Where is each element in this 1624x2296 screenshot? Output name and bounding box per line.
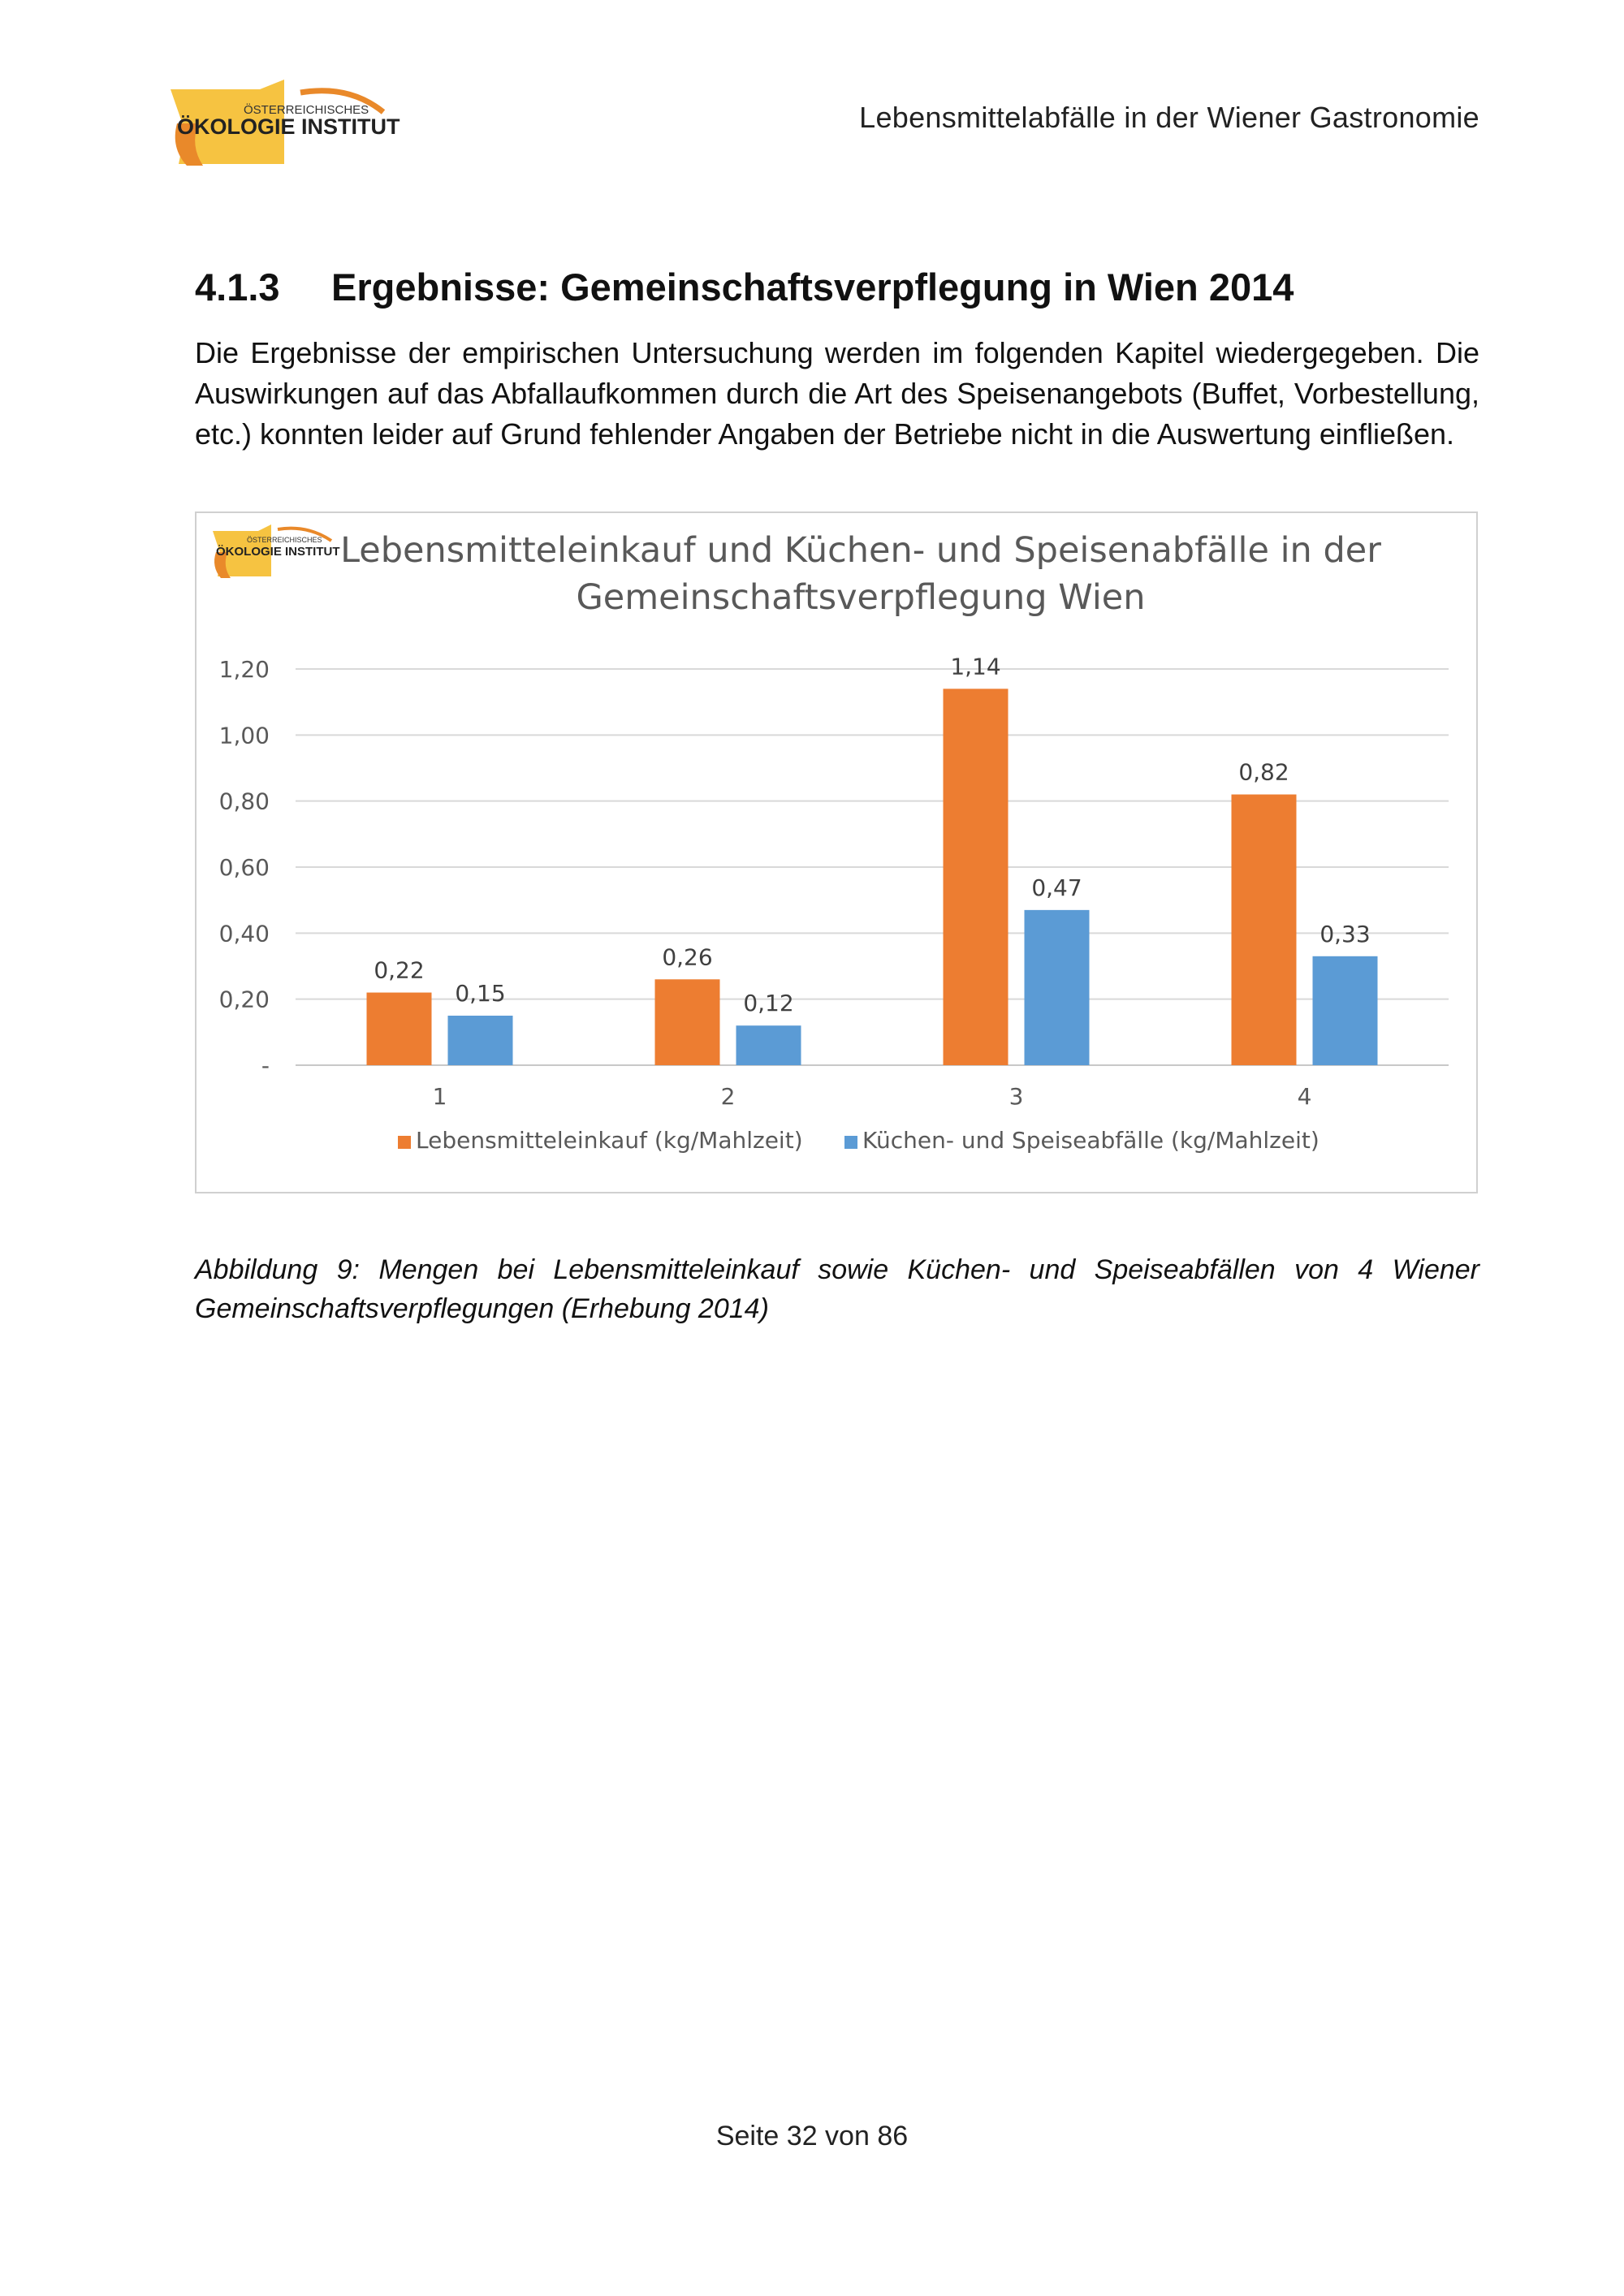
data-label: 0,82	[1238, 758, 1289, 786]
header-title: Lebensmittelabfälle in der Wiener Gastronomie	[859, 101, 1479, 134]
logo-text-top: ÖSTERREICHISCHES	[244, 103, 369, 117]
x-tick-label: 3	[1009, 1083, 1024, 1110]
figure-caption: Abbildung 9: Mengen bei Lebensmitteleinkauf sowie Küchen- und Speiseabfällen von 4 Wiener Gemeinschaftsverpflegungen (Erhebung 2014)	[195, 1254, 1479, 1324]
data-label: 0,26	[662, 943, 713, 971]
legend-label: Lebensmitteleinkauf (kg/Mahlzeit)	[416, 1127, 803, 1154]
legend-swatch	[844, 1136, 857, 1149]
chart-logo-text-main: ÖKOLOGIE INSTITUT	[216, 545, 340, 559]
bar-abfaelle-2	[736, 1025, 801, 1065]
y-tick-label: 1,00	[218, 722, 270, 749]
data-label: 0,22	[374, 956, 425, 984]
chart-logo	[213, 524, 340, 578]
chart-title-line-2: Gemeinschaftsverpflegung Wien	[576, 577, 1146, 618]
page-number: Seite 32 von 86	[715, 2121, 909, 2151]
y-tick-label: 0,60	[218, 854, 270, 881]
legend-swatch	[398, 1136, 411, 1149]
bar-einkauf-4	[1232, 795, 1297, 1065]
y-tick-label: 0,20	[218, 986, 270, 1013]
x-tick-label: 2	[720, 1083, 736, 1110]
bar-abfaelle-1	[448, 1016, 513, 1065]
y-tick-label: 0,80	[218, 788, 270, 815]
y-tick-label: 0,40	[218, 920, 270, 947]
section-title: Ergebnisse: Gemeinschaftsverpflegung in Wien 2014	[331, 265, 1294, 309]
bar-einkauf-3	[944, 688, 1009, 1065]
chart-logo-text-top: ÖSTERREICHISCHES	[247, 536, 322, 544]
data-label: 0,12	[743, 990, 794, 1017]
y-tick-label: -	[261, 1052, 270, 1079]
legend-label: Küchen- und Speiseabfälle (kg/Mahlzeit)	[862, 1127, 1320, 1154]
bar-abfaelle-3	[1025, 910, 1090, 1065]
data-label: 0,47	[1031, 874, 1082, 901]
oekologie-institut-logo	[162, 75, 406, 172]
x-tick-label: 1	[432, 1083, 447, 1110]
y-tick-label: 1,20	[218, 656, 270, 683]
chart-title-line-1: Lebensmitteleinkauf und Küchen- und Speisenabfälle in der	[340, 530, 1381, 571]
bar-abfaelle-4	[1313, 956, 1378, 1065]
logo-text-main: ÖKOLOGIE INSTITUT	[177, 114, 400, 139]
section-heading	[195, 265, 1479, 309]
section-paragraph: Die Ergebnisse der empirischen Untersuchung werden im folgenden Kapitel wiedergegeben. Die Auswirkungen auf das Abfallaufkommen durch die Art des Speisenangebots (Buffet, Vorbestellung, etc.) konnten leider auf Grund fehlender Angaben der Betriebe nicht in die Auswertung einfließen.	[195, 336, 1479, 451]
bar-einkauf-2	[655, 979, 720, 1065]
data-label: 1,14	[950, 653, 1001, 680]
data-label: 0,33	[1320, 920, 1371, 947]
data-label: 0,15	[455, 980, 506, 1007]
section-number: 4.1.3	[195, 265, 280, 309]
bar-chart	[195, 511, 1478, 1193]
x-tick-label: 4	[1297, 1083, 1312, 1110]
bar-einkauf-1	[367, 993, 432, 1065]
chart-svg	[197, 513, 1476, 1192]
